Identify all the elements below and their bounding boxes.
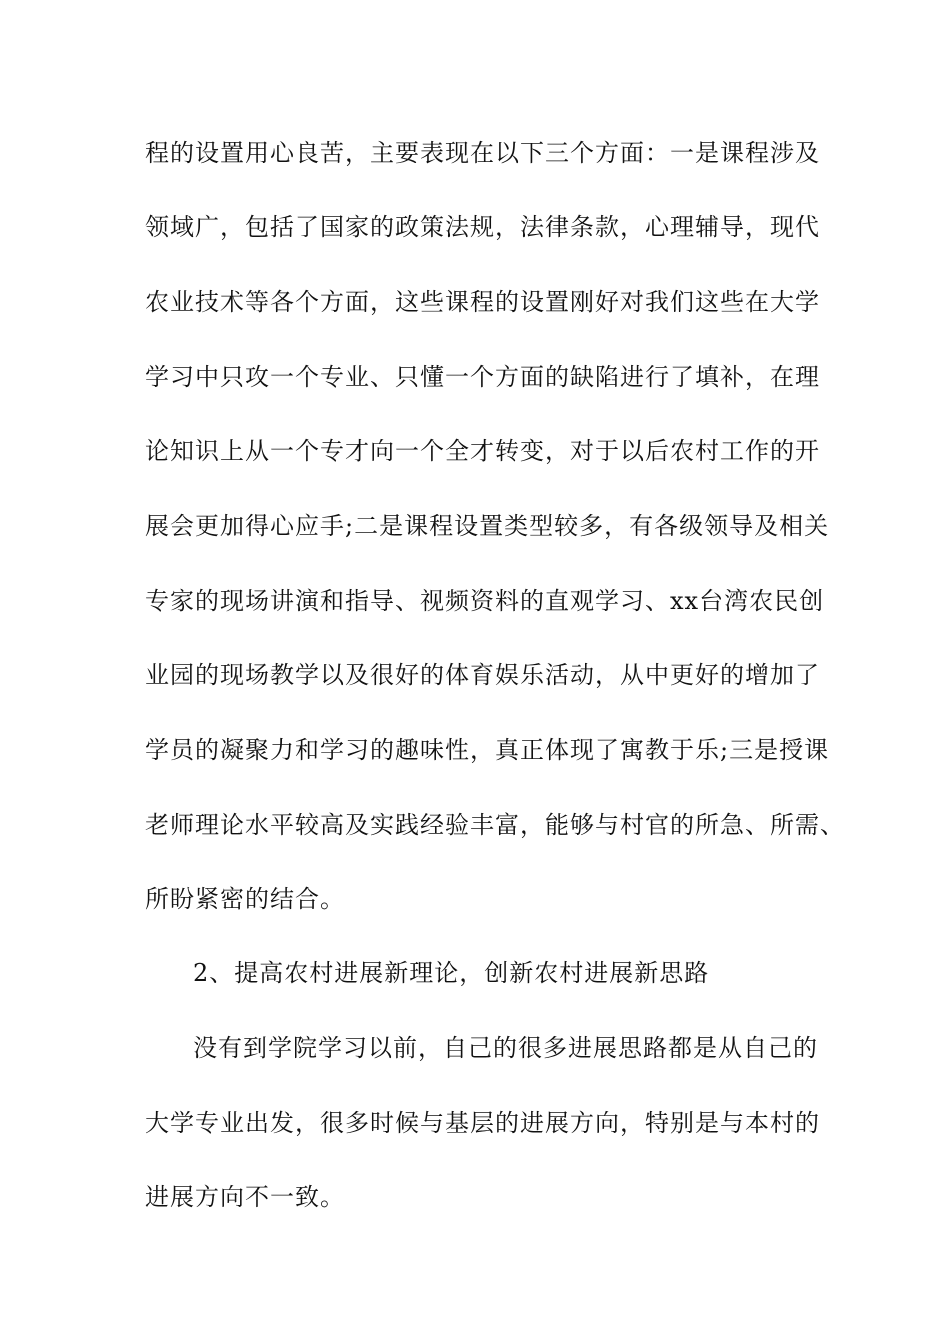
- paragraph-line: 农业技术等各个方面，这些课程的设置刚好对我们这些在大学: [145, 288, 820, 316]
- paragraph-line: 学习中只攻一个专业、只懂一个方面的缺陷进行了填补，在理: [145, 363, 820, 391]
- paragraph-line: 业园的现场教学以及很好的体育娱乐活动，从中更好的增加了: [145, 661, 820, 689]
- paragraph-line: 专家的现场讲演和指导、视频资料的直观学习、xx台湾农民创: [145, 587, 825, 615]
- section-heading: 2、提高农村进展新理论，创新农村进展新思路: [193, 959, 710, 987]
- paragraph-line: 学员的凝聚力和学习的趣味性，真正体现了寓教于乐;三是授课: [145, 736, 830, 764]
- paragraph-line: 所盼紧密的结合。: [145, 885, 345, 913]
- paragraph-line: 展会更加得心应手;二是课程设置类型较多，有各级领导及相关: [145, 512, 830, 540]
- paragraph-line: 大学专业出发，很多时候与基层的进展方向，特别是与本村的: [145, 1109, 820, 1137]
- paragraph-line: 领域广，包括了国家的政策法规，法律条款，心理辅导，现代: [145, 213, 820, 241]
- paragraph-line: 论知识上从一个专才向一个全才转变，对于以后农村工作的开: [145, 437, 820, 465]
- paragraph-line: 老师理论水平较高及实践经验丰富，能够与村官的所急、所需、: [145, 811, 845, 839]
- paragraph-line: 进展方向不一致。: [145, 1183, 345, 1211]
- paragraph-line: 没有到学院学习以前，自己的很多进展思路都是从自己的: [193, 1034, 818, 1062]
- paragraph-line: 程的设置用心良苦，主要表现在以下三个方面：一是课程涉及: [145, 139, 820, 167]
